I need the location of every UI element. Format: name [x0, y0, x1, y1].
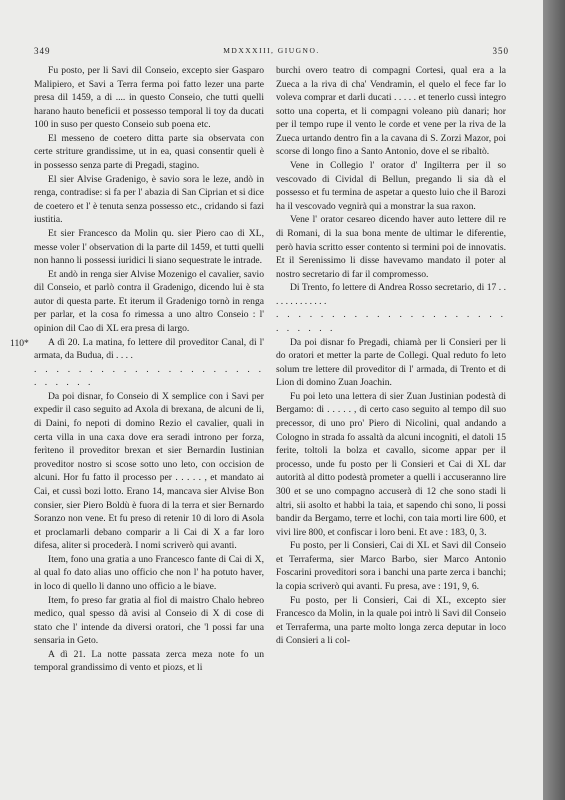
paragraph: Item, fono una gratia a uno Francesco fante di Cai di X, al qual fo dato alias uno officio che non l' ha potuto haver, in loco di quello li danno uno officio a le biave.: [34, 553, 264, 592]
left-text-column: [34, 64, 264, 675]
paragraph: Fu posto, per li Savi dil Conseio, excepto sier Gasparo Malipiero, et Savi a Terra ferma poi fatto lezer una parte presa dil 1459, a di .... in questo Conseio, che tutti quelli harano hauto beneficii et possesso temporal li toy da ducati 100 in suso per questo Conseio sub poena etc.: [34, 65, 264, 131]
margin-folio-note: 110*: [10, 338, 29, 349]
paragraph: El messeno de coetero ditta parte sia observata con certe striture grandissime, ut in ea, quasi consentir queli è in possesso senza parte di Pregadi, stagino.: [34, 132, 264, 172]
running-header: [34, 46, 509, 60]
paragraph: Da poi disnar, fo Conseio di X semplice con i Savi per expedir il caso seguito ad Axola di brexana, de alcuni de li, di Daini, fo nepoti di domino Rezio el cavalier, quali in certa villa in una caxa dove era seradi introno per forza, ferìteno il proveditor brexan et sier Bernardin Iustinian proveditor nostro si scose sotto uno leto, con occision de alcuni. Hor fu fatto il processo per . . . . . , et mandato ai Cai, et cussì bozi lotto. Erano 14, mancava sier Alvise Bon consier, sier Piero Boldù è fuora di la terra et sier Bernardo Soranzo non vene. Et fu preso di retenir 10 di loro di Asola et proclamarli debano comparir a li Cai di X a far loro difesa, aliter si procederà. I nomi scriverò qui avanti.: [34, 390, 264, 552]
paragraph: Da poi disnar fo Pregadi, chiamà per li Consieri per li do oratori et metter la parte de Collegi. Qual reduto fo leto solum tre lettere dil proveditor di l' armada, di Trento et di Lion di domino Zuan Joachin.: [276, 336, 506, 389]
dated-entry-heading: A dì 21. La notte passata zerca meza note fo un temporal grandissimo di vento et piozs, et li: [34, 648, 264, 674]
left-page-number: 349: [34, 46, 51, 56]
paragraph: Fu poi leto una lettera di sier Zuan Justinian podestà di Bergamo: di . . . . . , di certo caso seguito al tempo dil suo precessor, di uno pro' Piero di Nicolini, qual andando a Cologno in strada fo assaltà da alcuni incogniti, el datoli 15 ferite, toltoli la bolza et cavallo, sicome appar per il processo, unde fu posto per li Consieri et Cai di XL dar autorità al ditto podestà prometer a quelli i accuseranno lire 300 et se uno compagno accuserà di 12 che sono stadi li altri, sii asolto et habbi la taia, et sapendo chi sono, li possi bandir da Bergamo, terre et lochi, con taia morti lire 600, et vivi lire 800, et confiscar i loro beni. Et ave : 183, 0, 3.: [276, 390, 506, 538]
ellipsis-line: . . . . . . . . . . . . . . . . . . . . . . . . . . .: [276, 309, 506, 334]
paragraph: Vene in Collegio l' orator d' Ingilterra per il so vescovado di Cividal di Bellun, pregando li sia dà el possesso et fu termina de aspetar a questo luio che il Barozi ha il vescovado vegnirà qui a monstrar la sua raxon.: [276, 160, 506, 212]
dated-entry-heading: Di Trento, fo lettere di Andrea Rosso secretario, di 17 . . . . . . . . . . . . .: [276, 282, 506, 307]
paragraph: Fu posto, per li Consieri, Cai di XL, excepto sier Francesco da Molin, in la quale poi intrò li Savi dil Conseio et Terraferma, una parte molto longa zerca deputar in loco di Consieri a li col-: [276, 594, 506, 647]
ellipsis-line: . . . . . . . . . . . . . . . . . . . . . . . . . . .: [34, 363, 264, 389]
paragraph: Et andò in renga sier Alvise Mozenigo el cavalier, savio dil Conseio, et parlò contra il Gradenigo, dicendo lui è sta autor di questa parte. Et iterum il Gradenigo tornò in renga per parlar, et la cosa fo rimessa a uno altro Conseio : l' opinion dil Cao di XL era presa di largo.: [34, 268, 264, 334]
paragraph: Item, fo preso far gratia al fiol di maistro Chalo hebreo medico, qual spesso dà avisi al Conseio di X di cose di stato che l' intende da diversi oratori, che 'l possi far una sensaria in Geto.: [34, 594, 264, 647]
paragraph: Et sier Francesco da Molin qu. sier Piero cao di XL, messe voler l' observation di la parte dil 1459, et tutti quelli non hanno li possessi iuridici li siano sequestrate le intrade.: [34, 227, 264, 267]
paragraph: Vene l' orator cesareo dicendo haver auto lettere dil re di Romani, di la sua bona mente de ultimar le diferentie, però havia scritto esser contento si termini poi de innovatis. Et il Serenissimo li disse havevamo mandato il poter al nostro secretario di far il compromesso.: [276, 214, 506, 280]
right-text-column: [276, 64, 506, 648]
paragraph: El sier Alvise Gradenigo, è savio sora le leze, andò in renga, contradise: si fa per l' abazia di San Ciprian et si dice de coetero et l' è tenuta senza possesso etc., cridando si fazi iustitia.: [34, 173, 264, 226]
book-spine-shadow: [543, 0, 565, 800]
paragraph: Fu posto, per li Consieri, Cai di XL et Savi dil Conseio et Terraferma, sier Marco Barbo, sier Marco Antonio Foscarini proveditori sora i banchi una parte zerca i banchi; la copia scriverò qui avanti. Fu presa, ave : 191, 9, 6.: [276, 540, 506, 592]
running-title: MDXXXIII, GIUGNO.: [223, 46, 320, 55]
paragraph: burchi overo teatro di compagni Cortesi, qual era a la Zueca a la riva di cha' Vendramin, el quelo el fece far lo voleva comprar et darli ducati . . . . . et tenerlo cussì integro sotto una coperta, et li compagni voleano più danari; hor per il tempo rupe il vento le corde et vene per la riva de la Zueca urtando dentro fin a la cavana di S. Zorzi Mazor, poi scorse di longo fino a Santo Antonio, dove el se ribaltò.: [276, 65, 506, 158]
right-page-number: 350: [492, 46, 509, 56]
dated-entry-heading: A dì 20. La matina, fo lettere dil proveditor Canal, di l' armata, da Budua, di . . . .: [34, 336, 264, 362]
